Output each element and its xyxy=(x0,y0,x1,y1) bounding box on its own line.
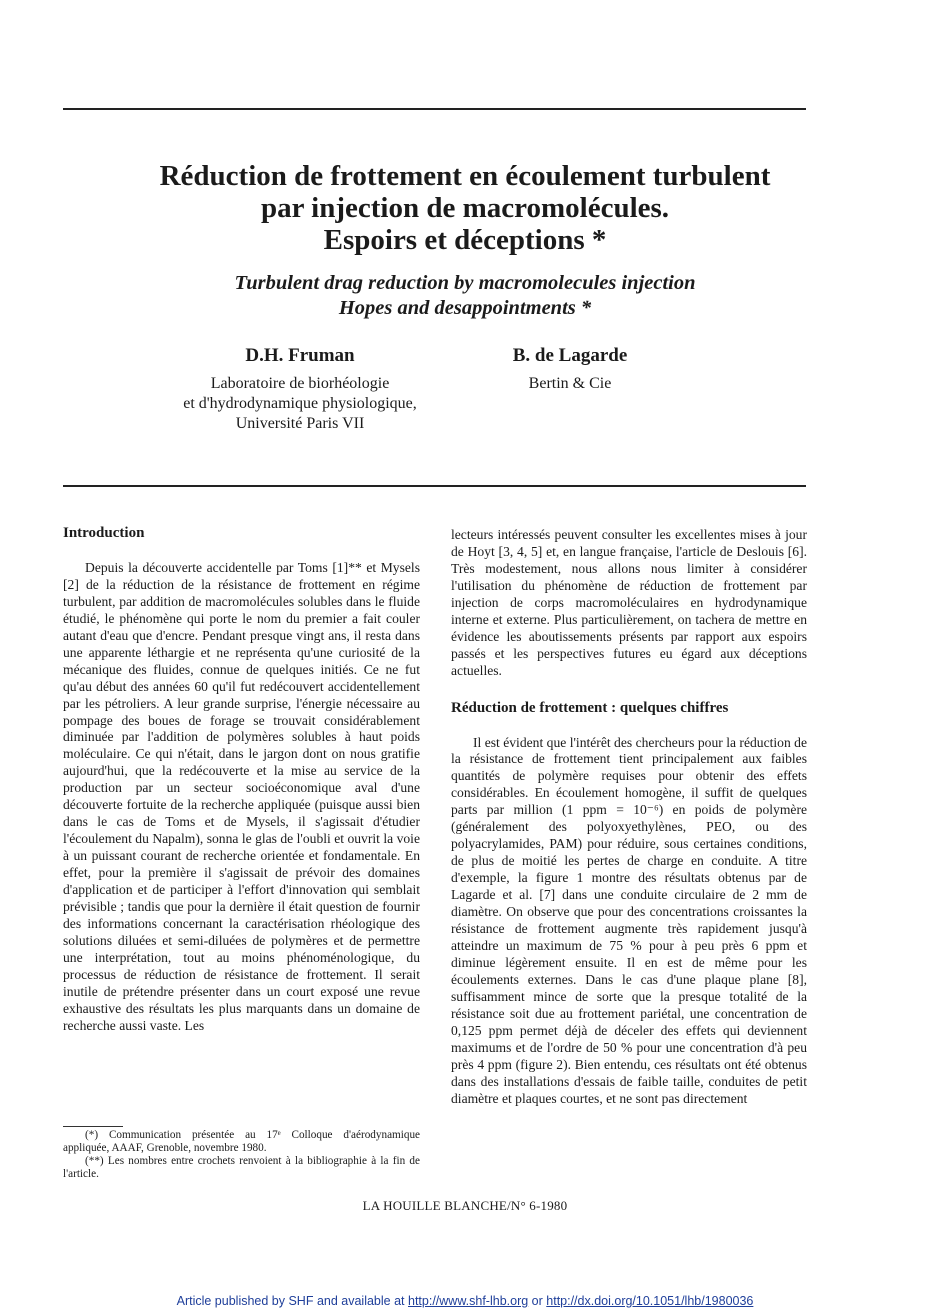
affiliation-line: et d'hydrodynamique physiologique, xyxy=(183,395,417,412)
affiliation-line: Université Paris VII xyxy=(235,415,365,432)
subtitle-line-1: Turbulent drag reduction by macromolecules injection xyxy=(234,272,696,294)
article-subtitle xyxy=(0,271,930,321)
footnotes xyxy=(63,1129,420,1181)
left-column xyxy=(63,525,420,1035)
title-line-2: par injection de macromolécules. xyxy=(260,192,670,224)
publication-notice-middle: or xyxy=(528,1294,547,1308)
author-name-2: B. de Lagarde xyxy=(512,345,628,366)
header-bottom-rule xyxy=(63,485,806,487)
introduction-continuation: lecteurs intéressés peuvent consulter les excellentes mises à jour de Hoyt [3, 4, 5] et, en langue française, l'article de Deslouis [6]. Très modestement, nous allons nous limiter à considérer l'utilisation du phénomène de réduction de frottement par injection de corps macromoléculaires en hydrodynamique interne et externe. Plus particulièrement, on tachera de mettre en évidence les aboutissements présents par rapport aux espoirs passés et les perspectives futures eu égard aux déceptions actuelles. xyxy=(451,527,807,678)
footnote-rule xyxy=(63,1126,123,1127)
article-title xyxy=(0,160,930,256)
affiliation-line: Bertin & Cie xyxy=(528,375,612,392)
shf-link[interactable]: http://www.shf-lhb.org xyxy=(408,1294,529,1308)
footnote-1: (*) Communication présentée au 17ᵉ Colloque d'aérodynamique appliquée, AAAF, Grenoble, novembre 1980. xyxy=(63,1129,420,1154)
title-line-1: Réduction de frottement en écoulement turbulent xyxy=(159,160,771,192)
subtitle-line-2: Hopes and desappointments * xyxy=(338,297,592,319)
introduction-heading: Introduction xyxy=(63,525,145,541)
affiliation-line: Laboratoire de biorhéologie xyxy=(210,375,390,392)
introduction-paragraph: Depuis la découverte accidentelle par Toms [1]** et Mysels [2] de la réduction de la résistance de frottement en régime turbulent, par addition de macromolécules solubles dans le fluide étudié, le phénomène qui porte le nom du premier a fait couler autant d'eau que d'encre. Pendant presque vingt ans, il resta dans une apparente léthargie et ne représenta qu'une curiosité de la mécanique des fluides, connue de quelques initiés. Ce ne fut qu'au début des années 60 qu'il fut redécouvert accidentellement par les pétroliers. A leur grande surprise, l'énergie nécessaire au pompage des boues de forage se trouvait considérablement diminuée par l'addition de polymères solubles à haut poids moléculaire. Ce qui n'était, dans le jargon dont on nous gratifie aujourd'hui, que la redécouverte et la mise au service de la production par un secteur socioéconomique aval d'une découverte fortuite de la recherche appliquée (puisque aussi bien dans le cas de Toms et de Mysels, il s'agissait d'étudier l'écoulement du Napalm), sonna le glas de l'oubli et ouvrit la voie à un puissant courant de recherche orientée et fondamentale. En effet, pour la première il s'agissait de prévoir des domaines d'application et de participer à l'effort d'innovation qui semblait prévisible ; tandis que pour la dernière il était question de fournir des informations concernant la caractérisation rhéologique des solutions diluées et semi-diluées de polymères et de permettre une interprétation, tout au moins phénoménologique, du processus de réduction de résistance de frottement. Il serait inutile de prétendre présenter dans un court exposé une revue exhaustive des résultats les plus marquants dans un domaine de recherche aussi vaste. Les xyxy=(63,559,420,1033)
journal-footer: LA HOUILLE BLANCHE/N° 6-1980 xyxy=(362,1198,568,1213)
author-affiliation-1 xyxy=(140,374,460,434)
right-column xyxy=(451,527,807,1108)
author-affiliation-2 xyxy=(470,374,670,394)
section-heading-friction: Réduction de frottement : quelques chiffres xyxy=(451,699,729,716)
publication-notice-prefix: Article published by SHF and available at xyxy=(176,1294,408,1308)
section-friction-paragraph: Il est évident que l'intérêt des chercheurs pour la réduction de la résistance de frottement tient principalement aux faibles quantités de polymère requises pour obtenir des effets considérables. En écoulement homogène, il suffit de quelques parts par million (1 ppm = 10⁻⁶) en poids de polymère (généralement des polyoxyethylènes, PEO, ou des polyacrylamides, PAM) pour réduire, sous certaines conditions, de plus de moitié les pertes de charge en conduite. A titre d'exemple, la figure 1 montre des résultats obtenus par de Lagarde et al. [7] dans une conduite circulaire de 2 mm de diamètre. On observe que pour des concentrations croissantes la résistance de frottement augmente très rapidement jusqu'à atteindre un maximum de 75 % pour à peu près 6 ppm et diminue légèrement ensuite. Il en est de même pour les écoulements externes. Dans le cas d'une plaque plane [8], suffisamment mince de sorte que la presque totalité de la résistance soit due au frottement pariétal, une concentration de 0,125 ppm permet déjà de déceler des effets qui deviennent maximums et de l'ordre de 50 % pour une concentration d'à peu près 4 ppm (figure 2). Bien entendu, ces résultats ont été obtenus dans des installations d'essais de faible taille, conduites de petit diamètre et plaques courtes, et ne sont pas directement xyxy=(451,734,807,1106)
footnote-2: (**) Les nombres entre crochets renvoient à la bibliographie à la fin de l'article. xyxy=(63,1155,420,1180)
title-line-3: Espoirs et déceptions * xyxy=(323,224,607,256)
author-name-1: D.H. Fruman xyxy=(245,345,355,366)
publication-notice xyxy=(0,1294,930,1308)
top-rule xyxy=(63,108,806,110)
doi-link[interactable]: http://dx.doi.org/10.1051/lhb/1980036 xyxy=(546,1294,754,1308)
